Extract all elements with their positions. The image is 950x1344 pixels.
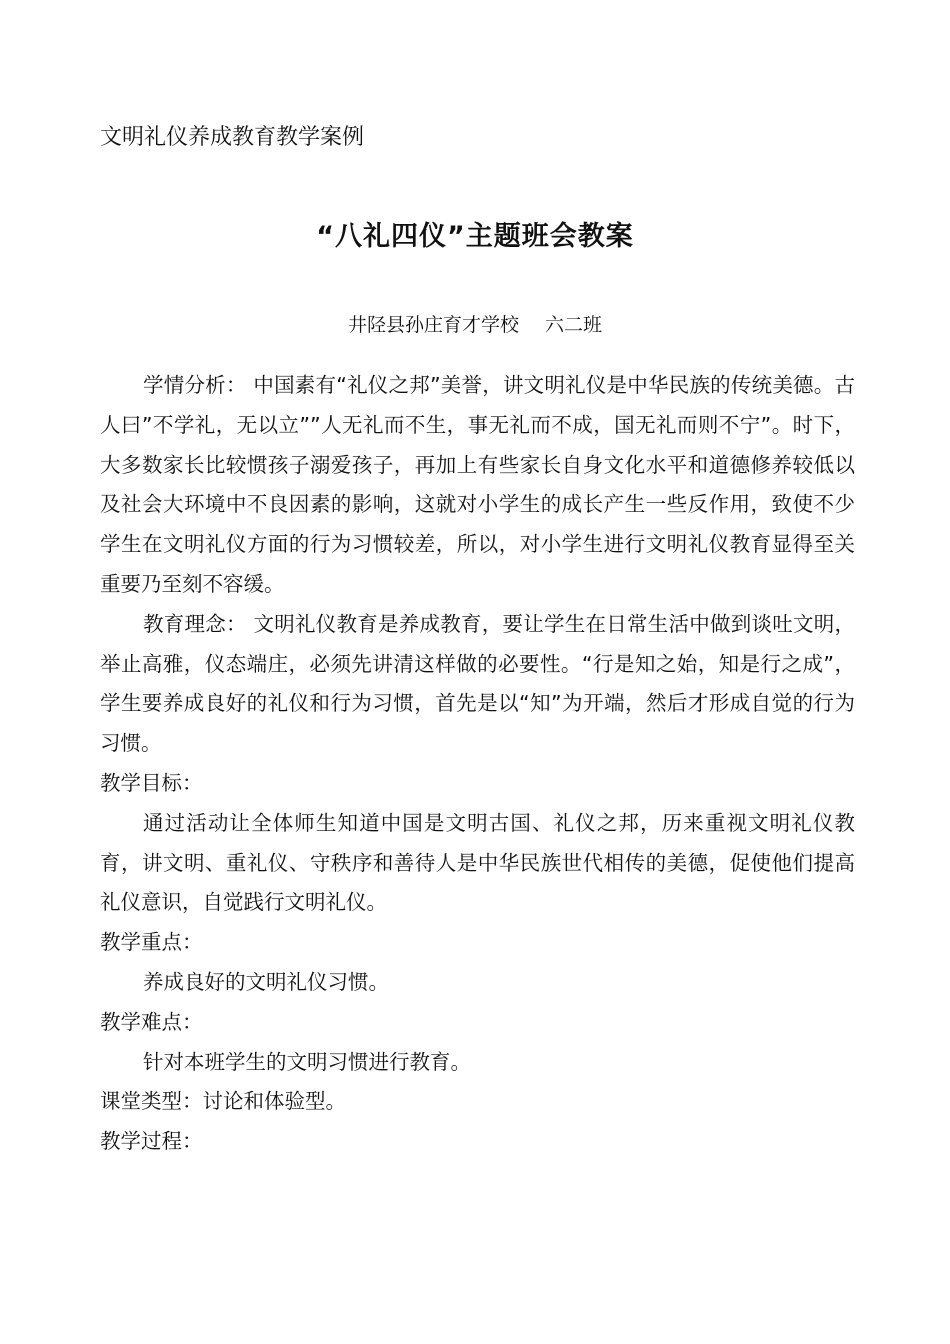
goal-heading: 教学目标：: [100, 770, 203, 795]
process-heading: 教学过程：: [100, 1129, 203, 1154]
document-body: [100, 366, 855, 1162]
document-title: 文明礼仪养成教育教学案例: [100, 125, 365, 150]
byline: [0, 310, 950, 340]
key-point-heading: 教学重点：: [100, 930, 203, 955]
difficulty-paragraph: 针对本班学生的文明习惯进行教育。: [143, 1049, 471, 1074]
class-type-line: 课堂类型：讨论和体验型。: [100, 1089, 346, 1114]
goal-paragraph: 通过活动让全体师生知道中国是文明古国、礼仪之邦，历来重视文明礼仪教育，讲文明、重礼仪、守秩序和善待人是中华民族世代相传的美德，促使他们提高礼仪意识，自觉践行文明礼仪。: [100, 810, 855, 915]
key-point-paragraph: 养成良好的文明礼仪习惯。: [143, 969, 389, 994]
lesson-plan-title: “八礼四仪”主题班会教案: [316, 221, 634, 252]
class-name: 六二班: [545, 314, 603, 336]
school-name: 井陉县孙庄育才学校: [347, 314, 519, 336]
analysis-paragraph: 学情分析： 中国素有“礼仪之邦”美誉，讲文明礼仪是中华民族的传统美德。古人曰”不学礼，无以立””人无礼而不生，事无礼而不成，国无礼而则不宁”。时下，大多数家长比较惯孩子溺爱孩子，再加上有些家长自身文化水平和道德修养较低以及社会大环境中不良因素的影响，这就对小学生的成长产生一些反作用，致使不少学生在文明礼仪方面的行为习惯较差，所以，对小学生进行文明礼仪教育显得至关重要乃至刻不容缓。: [100, 373, 855, 596]
philosophy-paragraph: 教育理念： 文明礼仪教育是养成教育，要让学生在日常生活中做到谈吐文明，举止高雅，仪态端庄，必须先讲清这样做的必要性。“行是知之始，知是行之成”，学生要养成良好的礼仪和行为习惯，首先是以“知”为开端，然后才形成自觉的行为习惯。: [100, 611, 855, 756]
difficulty-heading: 教学难点：: [100, 1009, 203, 1034]
